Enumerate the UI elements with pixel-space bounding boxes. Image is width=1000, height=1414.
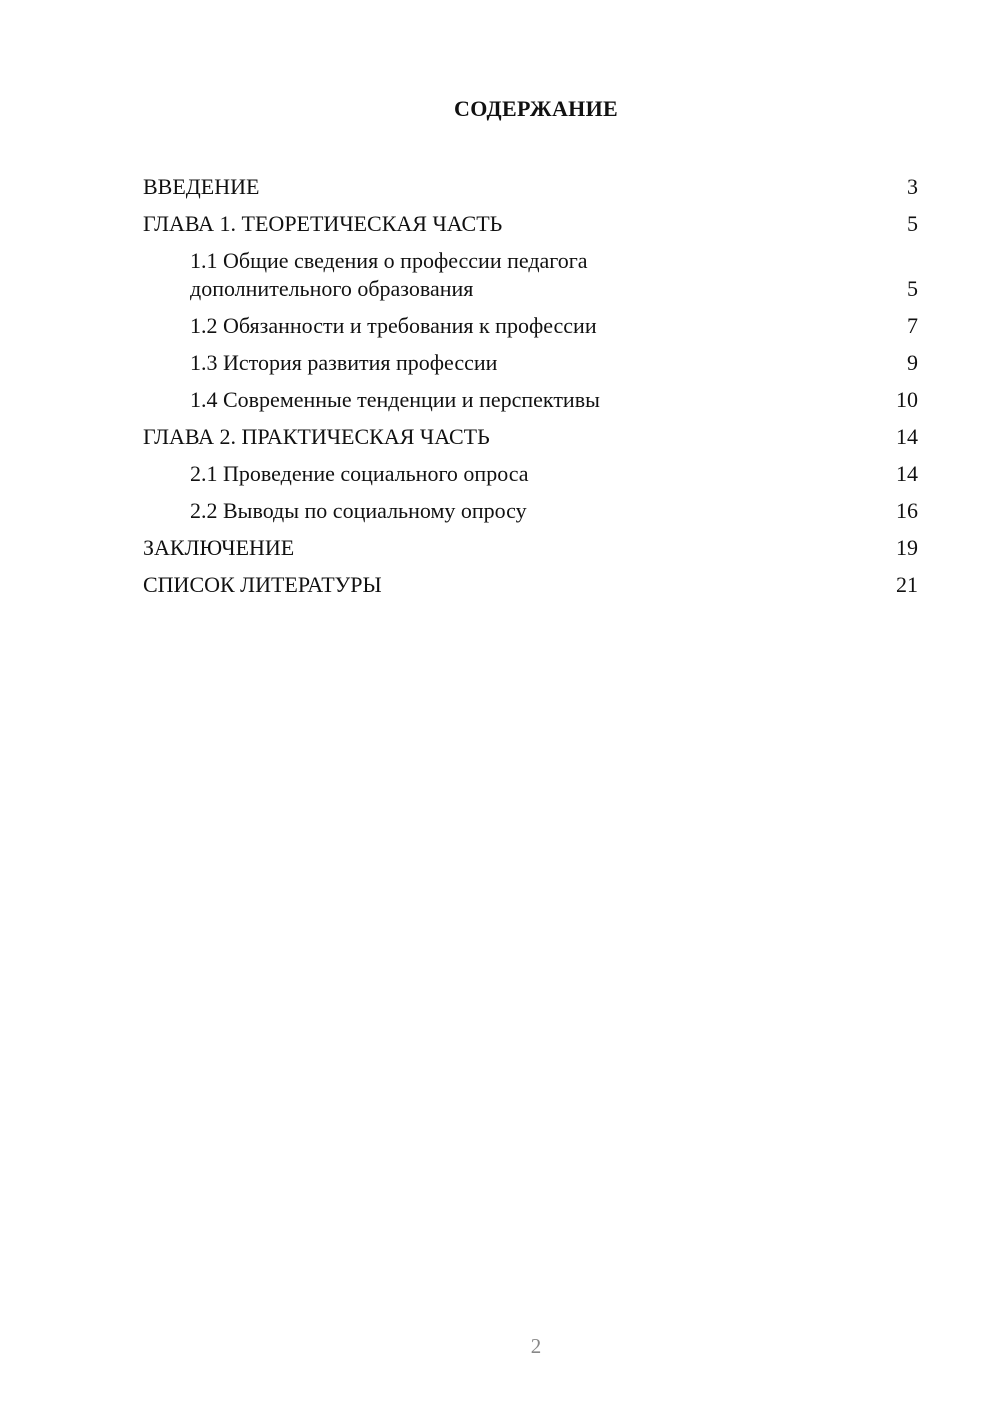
toc-entry-introduction[interactable] xyxy=(143,168,918,205)
toc-entry-page: 5 xyxy=(907,276,918,301)
page-number: 2 xyxy=(530,1334,542,1358)
toc-entry-page: 16 xyxy=(896,497,918,523)
toc-entry-bibliography[interactable] xyxy=(143,566,918,603)
toc-entry-page: 3 xyxy=(907,173,918,199)
toc-entry-section-2-1[interactable] xyxy=(143,455,918,492)
toc-entry-section-2-2[interactable] xyxy=(143,492,918,529)
toc-entry-label: ГЛАВА 1. ТЕОРЕТИЧЕСКАЯ ЧАСТЬ xyxy=(143,210,503,236)
toc-entry-label: 1.3 История развития профессии xyxy=(190,349,498,375)
toc-entry-section-1-1[interactable] xyxy=(143,242,918,307)
toc-entry-label: 1.4 Современные тенденции и перспективы xyxy=(190,386,600,412)
toc-entry-label: ГЛАВА 2. ПРАКТИЧЕСКАЯ ЧАСТЬ xyxy=(143,423,490,449)
table-of-contents xyxy=(143,168,918,603)
toc-entry-page: 19 xyxy=(896,534,918,560)
toc-entry-label: 1.2 Обязанности и требования к профессии xyxy=(190,312,597,338)
toc-entry-chapter-1[interactable] xyxy=(143,205,918,242)
toc-entry-page: 14 xyxy=(896,423,918,449)
toc-entry-label: 2.1 Проведение социального опроса xyxy=(190,460,529,486)
toc-entry-page: 10 xyxy=(896,386,918,412)
toc-entry-chapter-2[interactable] xyxy=(143,418,918,455)
toc-entry-label: 1.1 Общие сведения о профессии педагога дополнительного образования xyxy=(190,248,588,301)
toc-entry-page: 14 xyxy=(896,460,918,486)
toc-entry-page: 7 xyxy=(907,312,918,338)
toc-entry-label: ВВЕДЕНИЕ xyxy=(143,173,260,199)
toc-entry-label: ЗАКЛЮЧЕНИЕ xyxy=(143,534,295,560)
toc-entry-section-1-2[interactable] xyxy=(143,307,918,344)
toc-entry-label: СПИСОК ЛИТЕРАТУРЫ xyxy=(143,571,382,597)
toc-entry-section-1-3[interactable] xyxy=(143,344,918,381)
toc-entry-page: 9 xyxy=(907,349,918,375)
toc-entry-page: 21 xyxy=(896,571,918,597)
toc-entry-page: 5 xyxy=(907,210,918,236)
toc-entry-conclusion[interactable] xyxy=(143,529,918,566)
toc-entry-label: 2.2 Выводы по социальному опросу xyxy=(190,497,527,523)
toc-entry-section-1-4[interactable] xyxy=(143,381,918,418)
toc-title: СОДЕРЖАНИЕ xyxy=(454,96,618,121)
